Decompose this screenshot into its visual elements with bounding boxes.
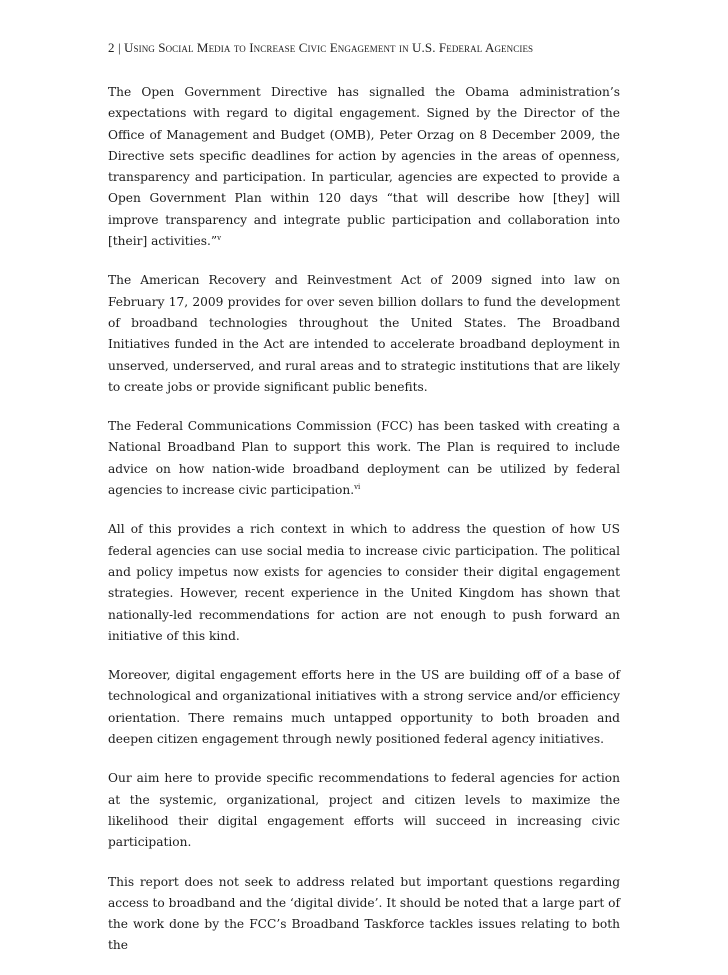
paragraph-text: The American Recovery and Reinvestment Act of 2009 signed into law on February 17, 2009 provides for over seven billion dollars to fund the development of broadband technologies throughout the United States. The Broadband Initiatives funded in the Act are intended to accelerate broadband deployment in unserved, underserved, and rural areas and to strategic institutions that are likely to create jobs or provide significant public benefits. <box>108 273 620 394</box>
paragraph-text: This report does not seek to address related but important questions regarding access to broadband and the ‘digital divide’. It should be noted that a large part of the work done by the FCC’s Broadband Taskforce tackles issues relating to both the <box>108 874 620 953</box>
endnote-marker[interactable]: vi <box>354 482 361 491</box>
paragraph-moreover <box>108 665 620 750</box>
paragraph-fcc <box>108 416 620 501</box>
paragraph-aim <box>108 768 620 853</box>
paragraph-text: All of this provides a rich context in which to address the question of how US federal agencies can use social media to increase civic participation. The political and policy impetus now exists for agencies to consider their digital engagement strategies. However, recent experience in the United Kingdom has shown that nationally-led recommendations for action are not enough to push forward an initiative of this kind. <box>108 522 620 643</box>
paragraph-recovery-act <box>108 270 620 398</box>
paragraph-text: Our aim here to provide specific recommendations to federal agencies for action at the systemic, organizational, project and citizen levels to maximize the likelihood their digital engagement efforts will succeed in increasing civic participation. <box>108 771 620 850</box>
paragraph-text: The Open Government Directive has signalled the Obama administration’s expectations with regard to digital engagement. Signed by the Director of the Office of Management and Budget (OMB), Peter Orzag on 8 December 2009, the Directive sets specific deadlines for action by agencies in the areas of openness, transparency and participation. In particular, agencies are expected to provide a Open Government Plan within 120 days “that will describe how [they] will improve transparency and integrate public participation and collaboration into [their] activities.” <box>108 85 620 249</box>
paragraph-context <box>108 519 620 647</box>
document-body <box>108 82 620 975</box>
paragraph-text: Moreover, digital engagement efforts here in the US are building off of a base of technological and organizational initiatives with a strong service and/or efficiency orientation. There remains much untapped opportunity to both broaden and deepen citizen engagement through newly positioned federal agency initiatives. <box>108 668 620 747</box>
endnote-marker[interactable]: v <box>217 234 222 243</box>
paragraph-scope <box>108 872 620 957</box>
paragraph-open-government <box>108 82 620 252</box>
running-header: 2 | Using Social Media to Increase Civic Engagement in U.S. Federal Agencies <box>108 40 534 55</box>
paragraph-text: The Federal Communications Commission (FCC) has been tasked with creating a National Broadband Plan to support this work. The Plan is required to include advice on how nation-wide broadband deployment can be utilized by federal agencies to increase civic participation. <box>108 419 620 498</box>
